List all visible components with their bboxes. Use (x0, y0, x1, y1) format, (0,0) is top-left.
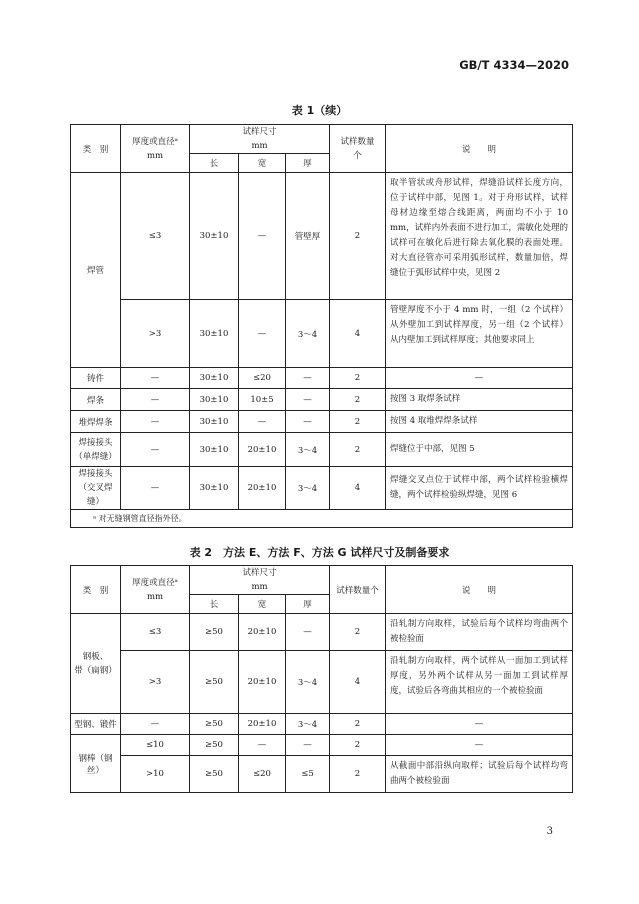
header-category: 类 别 (71, 566, 121, 614)
length-cell: 30±10 (190, 467, 239, 510)
category-cell: 铸件 (71, 368, 121, 389)
table-row (71, 614, 573, 651)
header-length: 长 (190, 154, 239, 173)
header-thick: 厚 (286, 595, 330, 614)
desc-cell: 沿轧制方向取样，试验后每个试样均弯曲两个被检验面 (386, 614, 573, 651)
thick-cell: — (286, 389, 330, 411)
thick-cell: 3～4 (286, 714, 330, 735)
width-cell: — (239, 173, 286, 300)
desc-cell: 焊缝交叉点位于试样中部，两个试样检验横焊缝，两个试样检验纵焊缝，见图 6 (386, 467, 573, 510)
table2 (70, 565, 573, 793)
length-cell: 30±10 (190, 389, 239, 411)
table2-header-row (71, 566, 573, 595)
thickness-cell: — (121, 714, 190, 735)
length-cell: ≥50 (190, 756, 239, 793)
category-cell: 钢板、 带（扁钢） (71, 614, 121, 714)
header-desc: 说 明 (386, 125, 573, 173)
width-cell: 20±10 (239, 614, 286, 651)
thickness-cell: — (121, 411, 190, 433)
width-cell: 20±10 (239, 467, 286, 510)
header-thick: 厚 (286, 154, 330, 173)
qty-cell: 2 (330, 368, 386, 389)
length-cell: ≥50 (190, 614, 239, 651)
category-cell: 焊管 (71, 173, 121, 368)
qty-cell: 4 (330, 467, 386, 510)
thickness-cell: >3 (121, 300, 190, 368)
desc-cell: 取半管状或舟形试样，焊缝沿试样长度方向，位于试样中部，见图 1。对于舟形试样，试样母材边缘至熔合线距离，两面均不小于 10 mm，试样内外表面不进行加工，需敏化处理的试样可在敏化后进行除去氧化膜的表面处理。对大直径管亦可采用弧形试样，数量加倍，焊缝位于弧形试样中央，见图 2 (386, 173, 573, 300)
desc-cell: 焊缝位于中部，见图 5 (386, 433, 573, 467)
category-cell: 焊条 (71, 389, 121, 411)
desc-cell: 沿轧制方向取样，两个试样从一面加工到试样厚度，另外两个试样从另一面加工到试样厚度，试验后各弯曲其相应的一个被检验面 (386, 651, 573, 714)
thickness-cell: — (121, 467, 190, 510)
table-row (71, 467, 573, 510)
thickness-cell: — (121, 368, 190, 389)
thick-cell: — (286, 411, 330, 433)
qty-cell: 4 (330, 651, 386, 714)
width-cell: ≤20 (239, 756, 286, 793)
table-row (71, 300, 573, 368)
length-cell: ≥50 (190, 735, 239, 756)
qty-cell: 2 (330, 614, 386, 651)
category-cell: 型钢、锻件 (71, 714, 121, 735)
header-size: 试样尺寸 mm (190, 125, 330, 154)
width-cell: ≤20 (239, 368, 286, 389)
thickness-cell: >10 (121, 756, 190, 793)
thick-cell: 3～4 (286, 300, 330, 368)
desc-cell: 按图 3 取焊条试样 (386, 389, 573, 411)
qty-cell: 2 (330, 433, 386, 467)
category-cell: 钢棒（钢丝） (71, 735, 121, 793)
table1-caption: 表 1（续） (291, 104, 348, 117)
qty-cell: 2 (330, 756, 386, 793)
header-qty: 试样数量 个 (330, 125, 386, 173)
thick-cell: 3～4 (286, 651, 330, 714)
thick-cell: — (286, 368, 330, 389)
table-row (71, 389, 573, 411)
thick-cell: — (286, 614, 330, 651)
width-cell: — (239, 735, 286, 756)
thickness-cell: ≤3 (121, 614, 190, 651)
thickness-cell: — (121, 389, 190, 411)
table-row (71, 411, 573, 433)
length-cell: 30±10 (190, 173, 239, 300)
length-cell: 30±10 (190, 300, 239, 368)
length-cell: 30±10 (190, 411, 239, 433)
qty-cell: 2 (330, 411, 386, 433)
qty-cell: 2 (330, 389, 386, 411)
thick-cell: 3～4 (286, 433, 330, 467)
thickness-cell: — (121, 433, 190, 467)
width-cell: 20±10 (239, 433, 286, 467)
desc-cell: 从截面中部沿纵向取样；试验后每个试样均弯曲两个被检验面 (386, 756, 573, 793)
header-thickness: 厚度或直径ᵃ mm (121, 566, 190, 614)
table-row (71, 173, 573, 300)
desc-cell: 按图 4 取堆焊焊条试样 (386, 411, 573, 433)
qty-cell: 4 (330, 300, 386, 368)
table1-footnote-row (71, 510, 573, 528)
length-cell: 30±10 (190, 368, 239, 389)
table-row (71, 368, 573, 389)
thickness-cell: ≤3 (121, 173, 190, 300)
standard-number: GB/T 4334—2020 (459, 58, 569, 72)
table-row (71, 433, 573, 467)
width-cell: 20±10 (239, 651, 286, 714)
thick-cell: — (286, 735, 330, 756)
desc-cell: — (386, 735, 573, 756)
header-length: 长 (190, 595, 239, 614)
width-cell: — (239, 300, 286, 368)
table-row (71, 756, 573, 793)
thick-cell: ≤5 (286, 756, 330, 793)
qty-cell: 2 (330, 714, 386, 735)
desc-cell: — (386, 368, 573, 389)
category-cell: 焊接接头 （单焊缝） (71, 433, 121, 467)
thickness-cell: ≤10 (121, 735, 190, 756)
category-cell: 焊接接头 （交叉焊缝） (71, 467, 121, 510)
table-row (71, 714, 573, 735)
width-cell: 10±5 (239, 389, 286, 411)
page-number: 3 (546, 826, 553, 837)
header-size: 试样尺寸 mm (190, 566, 330, 595)
desc-cell: 管壁厚度不小于 4 mm 时，一组（2 个试样）从外壁加工到试样厚度，另一组（2 个试样）从内壁加工到试样厚度；其他要求同上 (386, 300, 573, 368)
header-desc: 说 明 (386, 566, 573, 614)
qty-cell: 2 (330, 173, 386, 300)
table-row (71, 651, 573, 714)
header-width: 宽 (239, 154, 286, 173)
width-cell: 20±10 (239, 714, 286, 735)
table1 (70, 124, 573, 528)
table2-caption: 表 2 方法 E、方法 F、方法 G 试样尺寸及制备要求 (189, 546, 450, 559)
header-thickness: 厚度或直径ᵃ mm (121, 125, 190, 173)
length-cell: ≥50 (190, 651, 239, 714)
table1-header-row (71, 125, 573, 154)
header-width: 宽 (239, 595, 286, 614)
qty-cell: 2 (330, 735, 386, 756)
header-qty: 试样数量个 (330, 566, 386, 614)
width-cell: — (239, 411, 286, 433)
category-cell: 堆焊焊条 (71, 411, 121, 433)
length-cell: 30±10 (190, 433, 239, 467)
desc-cell: — (386, 714, 573, 735)
length-cell: ≥50 (190, 714, 239, 735)
table-row (71, 735, 573, 756)
thick-cell: 管壁厚 (286, 173, 330, 300)
table1-footnote: ᵃ 对无缝钢管直径指外径。 (71, 510, 573, 528)
header-category: 类 别 (71, 125, 121, 173)
thick-cell: 3～4 (286, 467, 330, 510)
thickness-cell: >3 (121, 651, 190, 714)
